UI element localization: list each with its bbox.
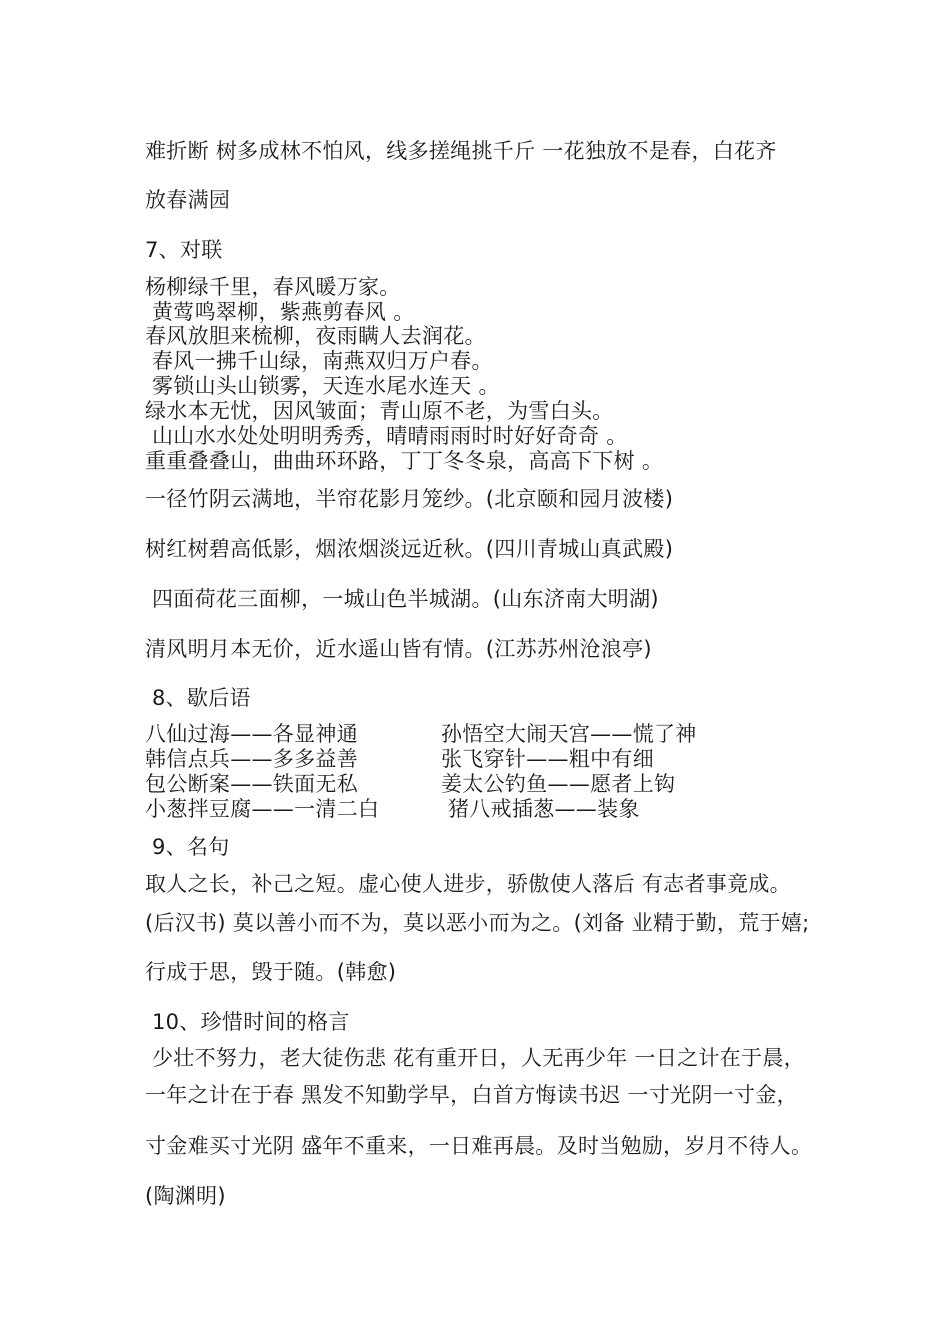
couplet-line: 重重叠叠山，曲曲环环路，丁丁冬冬泉，高高下下树 。	[145, 449, 664, 473]
xiehouyu-item: 韩信点兵——多多益善	[145, 747, 358, 771]
couplet-line: 山山水水处处明明秀秀，晴晴雨雨时时好好奇奇 。	[145, 424, 628, 448]
couplet-line: 春风放胆来梳柳，夜雨瞒人去润花。	[145, 324, 486, 348]
proverb-line: (陶渊明)	[145, 1184, 226, 1208]
text-line: 难折断 树多成林不怕风，线多搓绳挑千斤 一花独放不是春，白花齐	[145, 139, 777, 163]
proverb-line: 少壮不努力，老大徒伤悲 花有重开日，人无再少年 一日之计在于晨，	[145, 1046, 805, 1070]
proverb-line: 一年之计在于春 黑发不知勤学早，白首方悔读书迟 一寸光阴一寸金，	[145, 1083, 798, 1107]
xiehouyu-item: 小葱拌豆腐——一清二白	[145, 797, 380, 821]
proverb-line: 寸金难买寸光阴 盛年不重来，一日难再晨。及时当勉励，岁月不待人。	[145, 1134, 813, 1158]
couplet-line: 绿水本无忧，因风皱面；青山原不老，为雪白头。	[145, 399, 614, 423]
section-heading-quotes: 9、名句	[145, 835, 230, 859]
xiehouyu-item: 猪八戒插葱——装象	[441, 797, 640, 821]
section-heading-couplets: 7、对联	[145, 238, 223, 262]
section-heading-xiehouyu: 8、歇后语	[145, 686, 251, 710]
quote-line: 行成于思，毁于随。(韩愈)	[145, 960, 397, 984]
couplet-line: 春风一拂千山绿，南燕双归万户春。	[145, 349, 493, 373]
xiehouyu-item: 姜太公钓鱼——愿者上钩	[441, 772, 676, 796]
couplet-line: 清风明月本无价，近水遥山皆有情。(江苏苏州沧浪亭)	[145, 637, 652, 661]
text-line: 放春满园	[145, 188, 231, 212]
couplet-line: 黄莺鸣翠柳，紫燕剪春风 。	[145, 300, 415, 324]
couplet-line: 雾锁山头山锁雾，天连水尾水连天 。	[145, 374, 500, 398]
xiehouyu-item: 张飞穿针——粗中有细	[441, 747, 654, 771]
couplet-line: 一径竹阴云满地，半帘花影月笼纱。(北京颐和园月波楼)	[145, 487, 674, 511]
couplet-line: 四面荷花三面柳，一城山色半城湖。(山东济南大明湖)	[145, 587, 659, 611]
couplet-line: 树红树碧高低影，烟浓烟淡远近秋。(四川青城山真武殿)	[145, 537, 674, 561]
section-heading-time-proverbs: 10、珍惜时间的格言	[145, 1010, 350, 1034]
xiehouyu-item: 八仙过海——各显神通	[145, 722, 358, 746]
quote-line: 取人之长，补己之短。虚心使人进步，骄傲使人落后 有志者事竟成。	[145, 872, 791, 896]
couplet-line: 杨柳绿千里，春风暖万家。	[145, 275, 401, 299]
xiehouyu-item: 包公断案——铁面无私	[145, 772, 358, 796]
xiehouyu-item: 孙悟空大闹天宫——慌了神	[441, 722, 697, 746]
quote-line: (后汉书) 莫以善小而不为，莫以恶小而为之。(刘备 业精于勤，荒于嬉;	[145, 911, 810, 935]
